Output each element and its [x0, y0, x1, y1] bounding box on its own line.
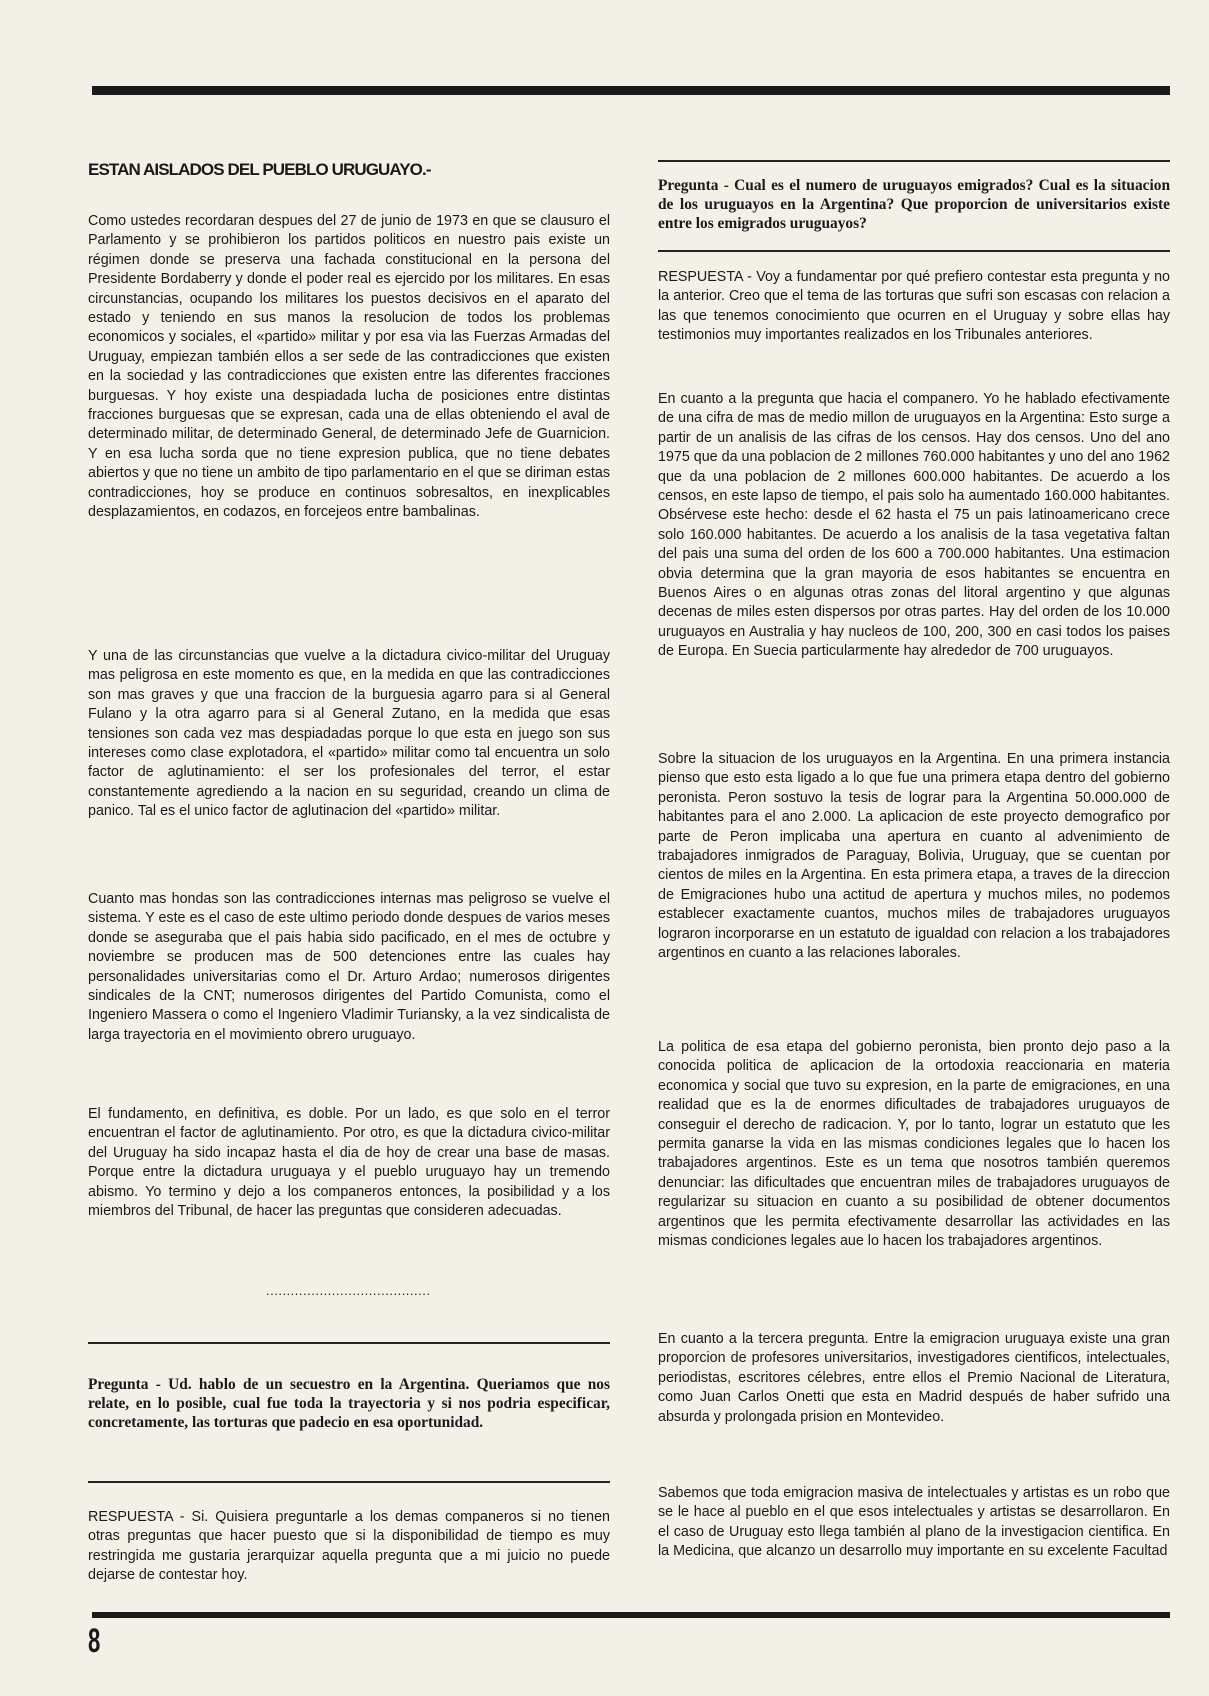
top-rule	[92, 86, 1170, 95]
question-secuestro: Pregunta - Ud. hablo de un secuestro en la Argentina. Queriamos que nos relate, en lo posible, cual fue toda la trayectoria y si nos podria especificar, concretamente, las torturas que padecio en esa oportunidad.	[88, 1376, 610, 1431]
answer-paragraph-5: En cuanto a la tercera pregunta. Entre la emigracion uruguaya existe una gran proporcion de profesores universitarios, investigadores cientificos, intelectuales, periodistas, escritores célebres, entre ellos el Premio Nacional de Literatura, como Juan Carlos Onetti que esta en Madrid después de haber sufrido una absurda y prolongada prision en Montevideo.	[658, 1331, 1170, 1425]
question-bottom-rule-right	[658, 250, 1170, 252]
answer-paragraph-3: Sobre la situacion de los uruguayos en la Argentina. En una primera instancia pienso que esto esta ligado a lo que fue una primera etapa dentro del gobierno peronista. Peron sostuvo la tesis de lograr para la Argentina 50.000.000 de habitantes para el ano 2.000. La aplicacion de este proyecto demografico por parte de Peron implicaba una apertura en cuanto al advenimiento de trabajadores inmigrados de Paraguay, Bolivia, Uruguay, que se cuentan por cientos de miles en la Argentina. En esta primera etapa, a traves de la direccion de Emigraciones hubo una actitud de apertura y muchos miles, no podemos establecer exactamente cuantos, muchos miles de trabajadores uruguayos lograron incorporarse en un estatuto de igualdad con relacion a los trabajadores argentinos en cuanto a las relaciones laborales.	[658, 751, 1170, 962]
answer-si: RESPUESTA - Si. Quisiera preguntarle a los demas companeros si no tienen otras preguntas que hacer puesto que si la disponibilidad de tiempo es muy restringida me gustaria jerarquizar aquella pregunta que a mi juicio no puede dejarse de contestar hoy.	[88, 1509, 610, 1584]
question-emigrados: Pregunta - Cual es el numero de uruguayos emigrados? Cual es la situacion de los uruguayos en la Argentina? Que proporcion de universitarios existe entre los emigrados uruguayos?	[658, 177, 1170, 232]
paragraph-2: Y una de las circunstancias que vuelve a la dictadura civico-militar del Uruguay mas peligrosa en este momento es que, en la medida en que las contradicciones son mas graves y que una fraccion de la burguesia agarro para si al General Fulano y la otra agarro para si al General Zutano, en la medida que esas tensiones son cada vez mas despiadadas porque lo que esta en juego son sus intereses como clase explotadora, el «partido» militar como tal encuentra un solo factor de aglutinamiento: el ser los profesionales del terror, el estar constantemente agrediendo a la nacion en su seguridad, creando un clima de panico. Tal es el unico factor de aglutinacion del «partido» militar.	[88, 648, 610, 820]
dotted-separator: ........................................	[266, 1283, 431, 1298]
page-number: 8	[88, 1622, 101, 1660]
paragraph-3: Cuanto mas hondas son las contradicciones internas mas peligroso se vuelve el sistema. Y este es el caso de este ultimo periodo donde despues de varios meses donde se aseguraba que el pais habia sido pacificado, en el mes de octubre y noviembre se producen mas de 500 detenciones entre las cuales hay personalidades universitarias como el Dr. Arturo Ardao; numerosos dirigentes sindicales de la CNT; numerosos dirigentes del Partido Comunista, como el Ingeniero Massera o como el Ingeniero Vladimir Turiansky, a la vez sindicalista de larga trayectoria en el movimiento obrero uruguayo.	[88, 891, 610, 1043]
answer-paragraph-4: La politica de esa etapa del gobierno peronista, bien pronto dejo paso a la conocida politica de aplicacion de la ortodoxia reaccionaria en materia economica y social que tuvo su expresion, en la parte de emigraciones, en una realidad que es la de enormes dificultades de trabajadores uruguayos de conseguir el derecho de radicacion. Y, por lo tanto, lograr un estatuto que les permita ganarse la vida en las mismas condiciones legales que lo hacen los trabajadores argentinos. Este es un tema que nosotros también queremos denunciar: las dificultades que encuentran miles de trabajadores uruguayos de regularizar su situacion en cuanto a su posibilidad de obtener documentos argentinos que les permita efectivamente desarrollar las actividades en las mismas condiciones legales aue lo hacen los trabajadores argentinos.	[658, 1039, 1170, 1250]
paragraph-1: Como ustedes recordaran despues del 27 de junio de 1973 en que se clausuro el Parlamento y se prohibieron los partidos politicos en nuestro pais existe un régimen donde se preserva una fachada constitucional en la persona del Presidente Bordaberry y donde el poder real es ejercido por los militares. En esas circunstancias, ocupando los militares los puestos decisivos en el aparato del estado y teniendo en sus manos la resolucion de todos los problemas economicos y sociales, el «partido» militar y por esa via las Fuerzas Armadas del Uruguay, empiezan también ellos a ser sede de las contradicciones que existen en la sociedad y las contradicciones que existen entre las diferentes fracciones burguesas. Y hoy existe una despiadada lucha de posiciones entre distintas fracciones burguesas que se expresan, cada una de ellas obteniendo el aval de determinado militar, de determinado General, de determinado Jefe de Guarnicion. Y en esa lucha sorda que no tiene expresion publica, que no tiene debates abiertos y que no tiene un ambito de tipo parlamentario en el que se diriman estas contradicciones, hoy se produce en continuos sobresaltos, en inexplicables desplazamientos, en codazos, en forcejeos entre bambalinas.	[88, 213, 610, 521]
answer-paragraph-6: Sabemos que toda emigracion masiva de intelectuales y artistas es un robo que se le hace al pueblo en el que esos intelectuales y artistas se desarrollaron. En el caso de Uruguay esto llega también al plano de la investigacion cientifica. En la Medicina, que alcanzo un desarrollo muy importante en su excelente Facultad	[658, 1485, 1170, 1560]
section-heading: ESTAN AISLADOS DEL PUEBLO URUGUAYO.-	[88, 160, 431, 179]
bottom-rule	[92, 1612, 1170, 1618]
paragraph-4: El fundamento, en definitiva, es doble. Por un lado, es que solo en el terror encuentran el factor de aglutinamiento. Por otro, es que la dictadura civico-militar del Uruguay ha sido incapaz hasta el dia de hoy de crear una base de masas. Porque entre la dictadura uruguaya y el pueblo uruguayo hay un tremendo abismo. Yo termino y dejo a los companeros entonces, la posibilidad y a los miembros del Tribunal, de hacer las preguntas que consideren adecuadas.	[88, 1106, 610, 1220]
question-bottom-rule	[88, 1481, 610, 1483]
answer-paragraph-2: En cuanto a la pregunta que hacia el companero. Yo he hablado efectivamente de una cifra de mas de medio millon de uruguayos en la Argentina: Esto surge a partir de un analisis de las cifras de los censos. Hay dos censos. Uno del ano 1975 que da una poblacion de 2 millones 760.000 habitantes y uno del ano 1962 que da una poblacion de 2 millones 600.000 habitantes. De acuerdo a los censos, en este lapso de tiempo, el pais solo ha aumentado 160.000 habitantes. Obsérvese este hecho: desde el 62 hasta el 75 un pais latinoamericano crece solo 160.000 habitantes. De acuerdo a los analisis de la tasa vegetativa faltan del pais una suma del orden de los 600 a 700.000 habitantes. Una estimacion obvia determina que la gran mayoria de esos habitantes se encuentra en Buenos Aires o en algunas otras zonas del litoral argentino y que algunas decenas de miles esten dispersos por otras partes. Hay del orden de los 10.000 uruguayos en Australia y hay nucleos de 100, 200, 300 en casi todos los paises de Europa. En Suecia particularmente hay alrededor de 700 uruguayos.	[658, 391, 1170, 660]
question-top-rule	[88, 1342, 610, 1344]
question-top-rule-right	[658, 160, 1170, 162]
answer-paragraph-1: RESPUESTA - Voy a fundamentar por qué prefiero contestar esta pregunta y no la anterior. Creo que el tema de las torturas que sufri son escasas con relacion a las que tenemos conocimiento que ocurren en el Uruguay y sobre ellas hay testimonios muy importantes realizados en los Tribunales anteriores.	[658, 269, 1170, 344]
